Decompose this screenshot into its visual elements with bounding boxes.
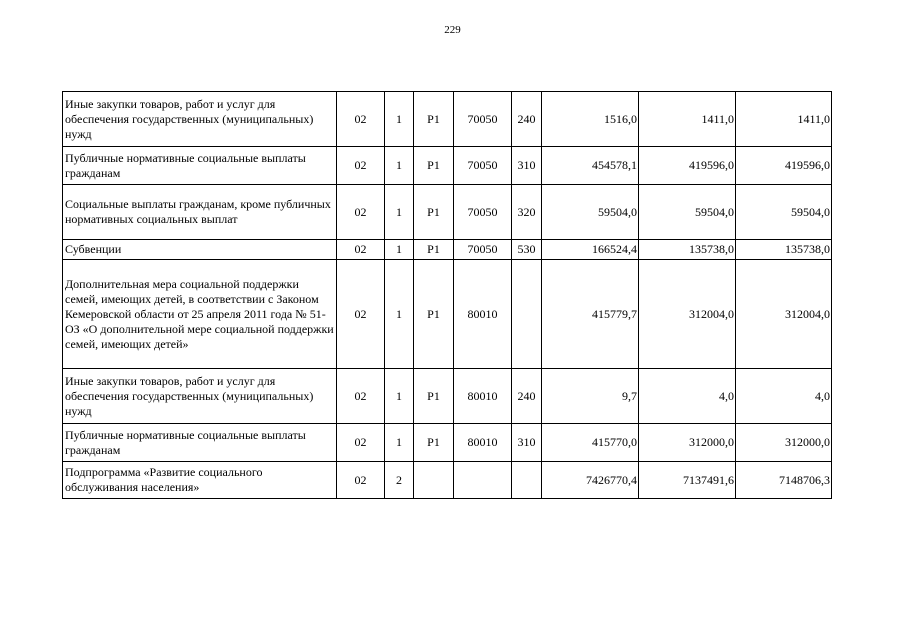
- row-name: Субвенции: [63, 240, 337, 260]
- row-name: Социальные выплаты гражданам, кроме публичных нормативных социальных выплат: [63, 185, 337, 240]
- code-subsection: 1: [385, 240, 414, 260]
- code-subsection: 1: [385, 147, 414, 185]
- amount-year-3: 419596,0: [736, 147, 832, 185]
- table-row: [63, 185, 832, 240]
- code-direction: 70050: [454, 92, 512, 147]
- amount-year-3: 312004,0: [736, 260, 832, 369]
- amount-year-1: 59504,0: [542, 185, 639, 240]
- amount-year-3: 7148706,3: [736, 462, 832, 499]
- page-number: 229: [444, 24, 461, 36]
- code-direction: 70050: [454, 240, 512, 260]
- code-subsection: 1: [385, 424, 414, 462]
- code-expense-type: [512, 260, 542, 369]
- amount-year-1: 166524,4: [542, 240, 639, 260]
- code-expense-type: 530: [512, 240, 542, 260]
- code-program: P1: [414, 92, 454, 147]
- code-expense-type: 240: [512, 92, 542, 147]
- table-row: [63, 92, 832, 147]
- row-name: Подпрограмма «Развитие социального обслуживания населения»: [63, 462, 337, 499]
- row-name: Публичные нормативные социальные выплаты гражданам: [63, 424, 337, 462]
- code-expense-type: 320: [512, 185, 542, 240]
- table-row: [63, 424, 832, 462]
- amount-year-2: 312004,0: [639, 260, 736, 369]
- code-direction: [454, 462, 512, 499]
- amount-year-2: 7137491,6: [639, 462, 736, 499]
- amount-year-3: 1411,0: [736, 92, 832, 147]
- code-section: 02: [337, 260, 385, 369]
- code-program: P1: [414, 424, 454, 462]
- amount-year-1: 1516,0: [542, 92, 639, 147]
- amount-year-2: 135738,0: [639, 240, 736, 260]
- row-name: Иные закупки товаров, работ и услуг для обеспечения государственных (муниципальных) нужд: [63, 92, 337, 147]
- code-program: P1: [414, 185, 454, 240]
- code-direction: 80010: [454, 369, 512, 424]
- table-row: [63, 369, 832, 424]
- code-subsection: 1: [385, 260, 414, 369]
- code-section: 02: [337, 369, 385, 424]
- table-row: [63, 462, 832, 499]
- amount-year-1: 7426770,4: [542, 462, 639, 499]
- table-row: [63, 260, 832, 369]
- amount-year-2: 59504,0: [639, 185, 736, 240]
- code-section: 02: [337, 462, 385, 499]
- code-expense-type: 310: [512, 147, 542, 185]
- code-direction: 80010: [454, 424, 512, 462]
- code-direction: 70050: [454, 147, 512, 185]
- amount-year-1: 415770,0: [542, 424, 639, 462]
- amount-year-3: 135738,0: [736, 240, 832, 260]
- code-program: P1: [414, 260, 454, 369]
- code-program: P1: [414, 369, 454, 424]
- code-direction: 70050: [454, 185, 512, 240]
- code-section: 02: [337, 147, 385, 185]
- code-program: P1: [414, 240, 454, 260]
- table-row: [63, 240, 832, 260]
- code-section: 02: [337, 424, 385, 462]
- amount-year-2: 1411,0: [639, 92, 736, 147]
- code-subsection: 1: [385, 92, 414, 147]
- code-program: [414, 462, 454, 499]
- code-direction: 80010: [454, 260, 512, 369]
- amount-year-1: 415779,7: [542, 260, 639, 369]
- code-expense-type: 240: [512, 369, 542, 424]
- amount-year-2: 419596,0: [639, 147, 736, 185]
- code-section: 02: [337, 92, 385, 147]
- code-subsection: 1: [385, 369, 414, 424]
- row-name: Дополнительная мера социальной поддержки семей, имеющих детей, в соответствии с Законом Кемеровской области от 25 апреля 2011 года № 51-ОЗ «О дополнительной мере социальной поддержки семей, имеющих детей»: [63, 260, 337, 369]
- code-expense-type: [512, 462, 542, 499]
- code-subsection: 1: [385, 185, 414, 240]
- budget-table: [62, 91, 832, 499]
- code-section: 02: [337, 240, 385, 260]
- row-name: Иные закупки товаров, работ и услуг для обеспечения государственных (муниципальных) нужд: [63, 369, 337, 424]
- amount-year-2: 312000,0: [639, 424, 736, 462]
- code-expense-type: 310: [512, 424, 542, 462]
- amount-year-3: 4,0: [736, 369, 832, 424]
- code-subsection: 2: [385, 462, 414, 499]
- code-program: P1: [414, 147, 454, 185]
- table-row: [63, 147, 832, 185]
- row-name: Публичные нормативные социальные выплаты гражданам: [63, 147, 337, 185]
- amount-year-1: 9,7: [542, 369, 639, 424]
- amount-year-3: 59504,0: [736, 185, 832, 240]
- code-section: 02: [337, 185, 385, 240]
- amount-year-2: 4,0: [639, 369, 736, 424]
- amount-year-3: 312000,0: [736, 424, 832, 462]
- amount-year-1: 454578,1: [542, 147, 639, 185]
